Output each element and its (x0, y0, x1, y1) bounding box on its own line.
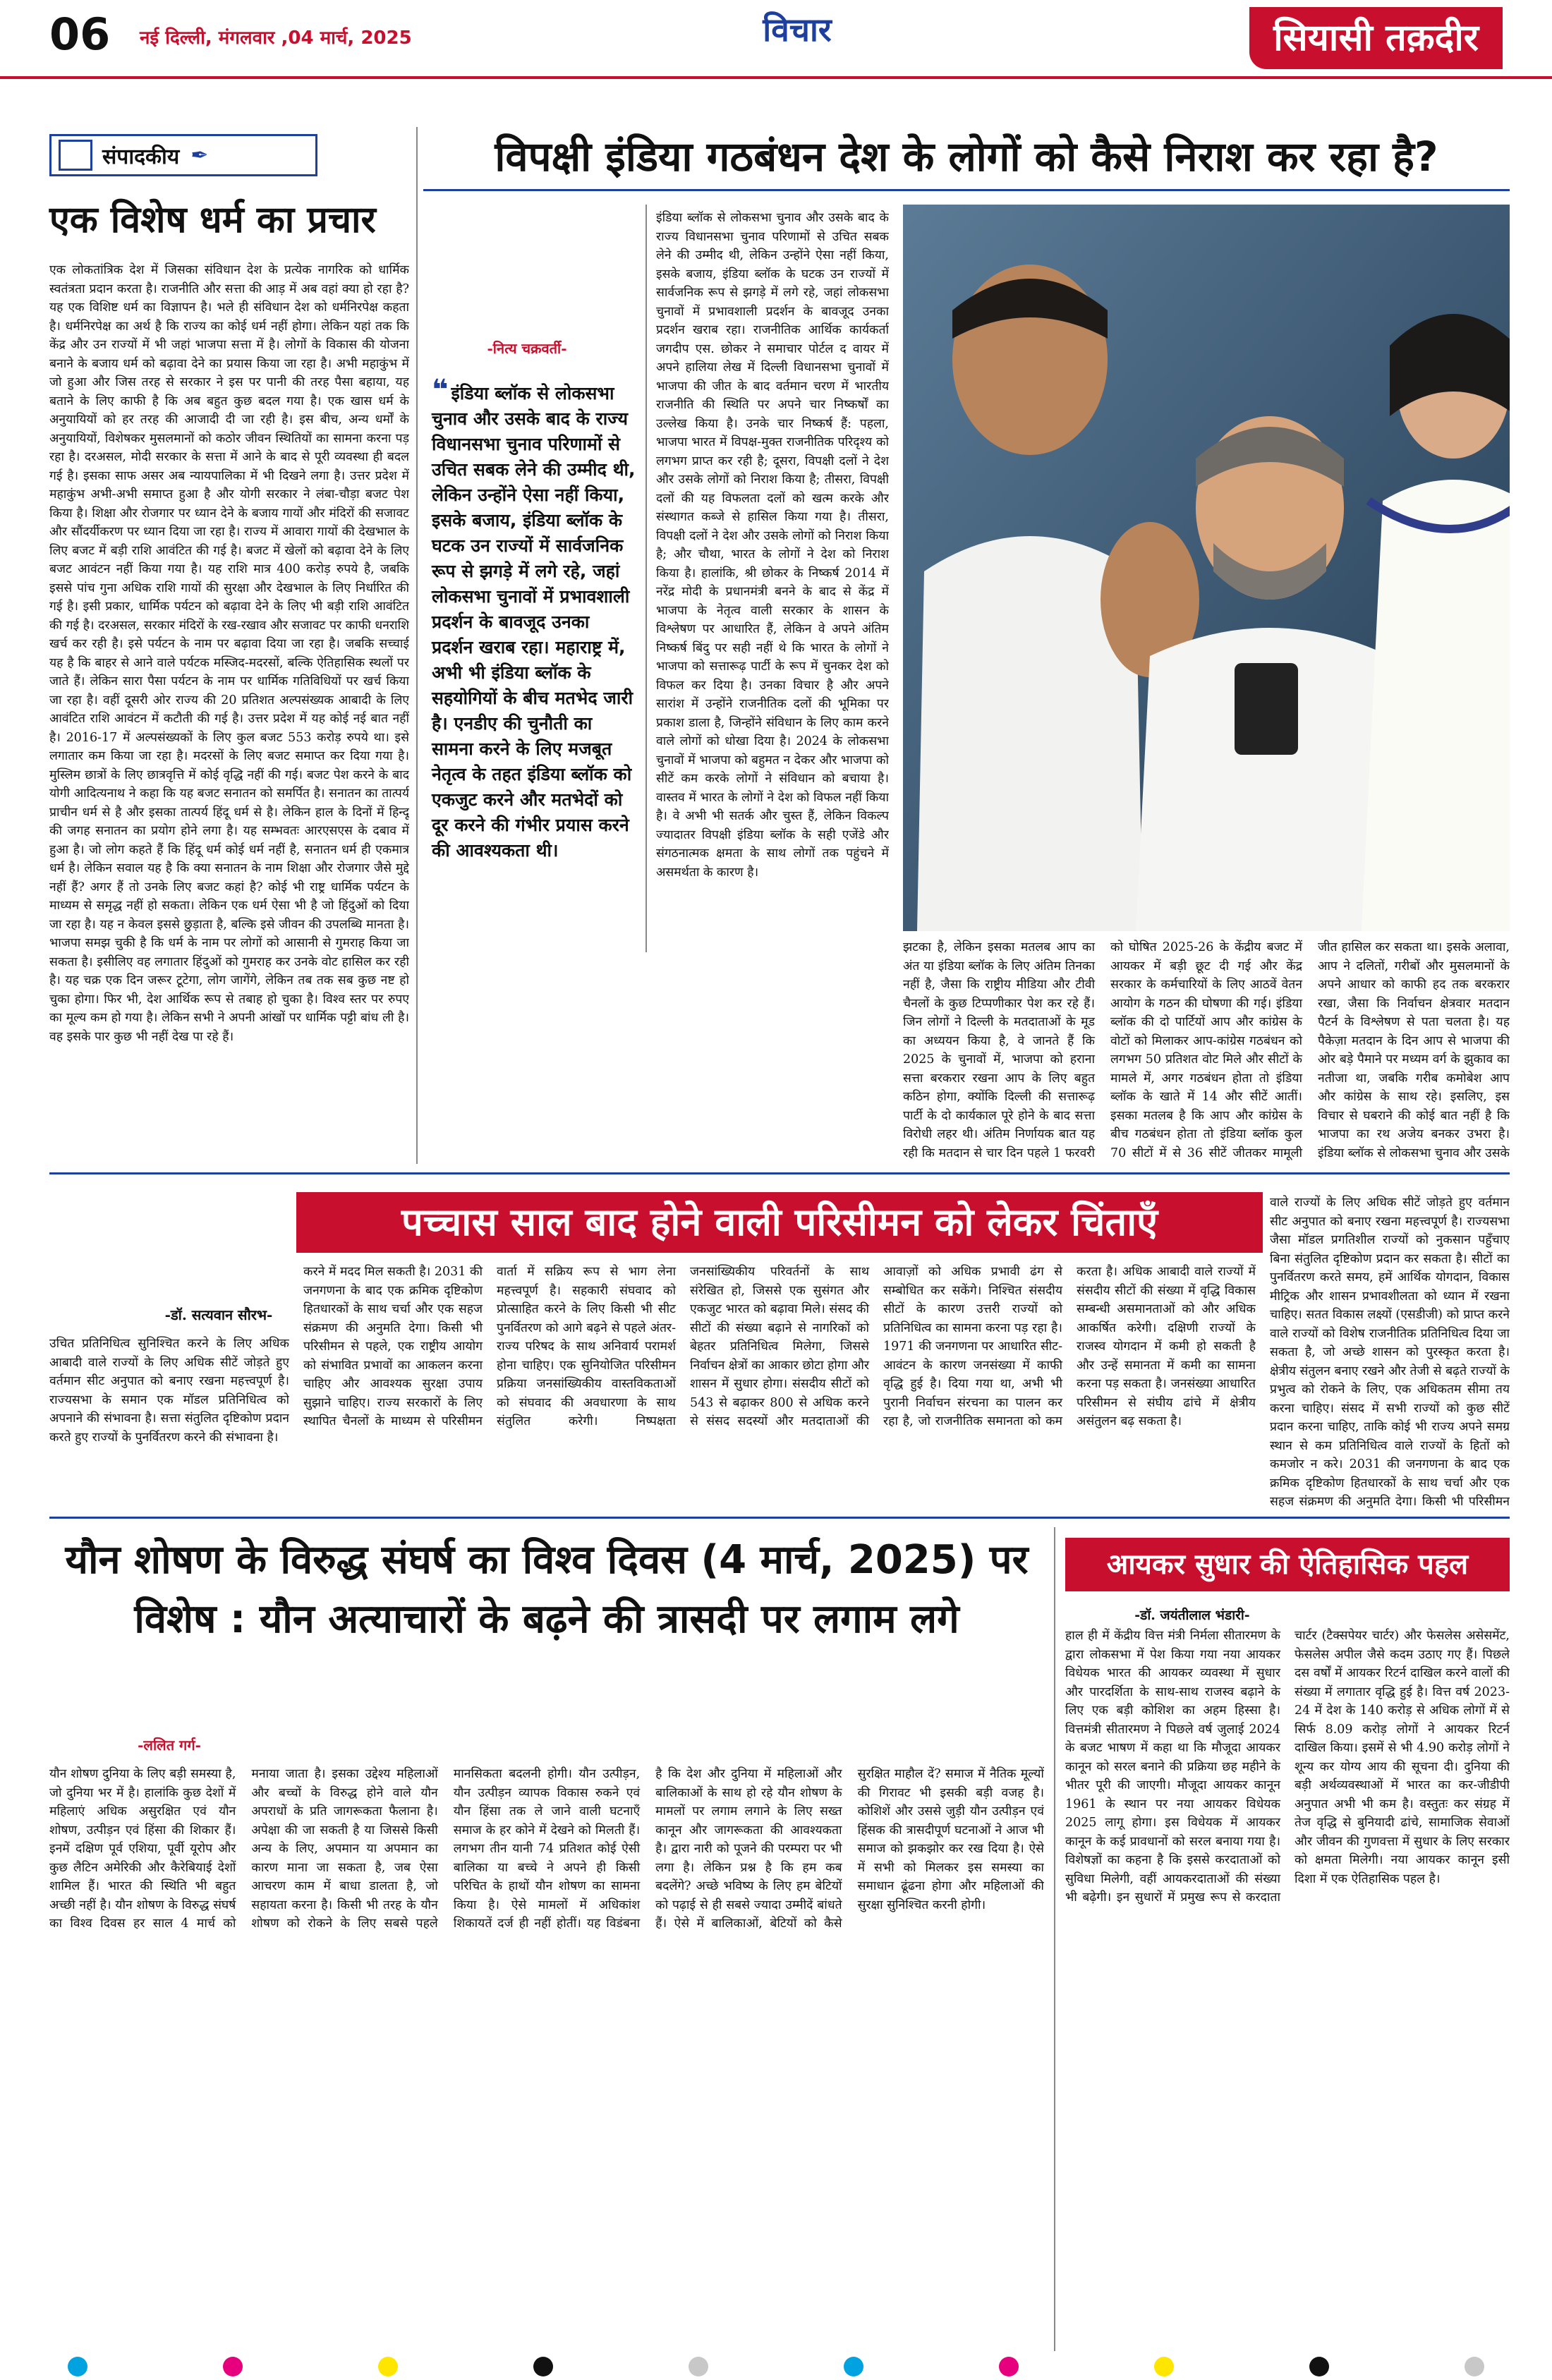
registration-dot (533, 2357, 553, 2376)
masthead-bar (0, 0, 1552, 79)
registration-dot (1309, 2357, 1329, 2376)
tag-box-icon (59, 140, 92, 171)
yaun-body: यौन शोषण दुनिया के लिए बड़ी समस्या है, जो दुनिया भर में है। हालांकि कुछ देशों में महिलाएं अधिक असुरक्षित एवं यौन शोषण, उत्पीड़न एवं हिंसा की शिकार हैं। इनमें दक्षिण पूर्व एशिया, पूर्वी यूरोप और कुछ लैटिन अमेरिकी और कैरेबियाई देशों शामिल हैं। भारत की स्थिति भी बहुत अच्छी नहीं है। यौन शोषण के विरुद्ध संघर्ष का विश्व दिवस हर साल 4 मार्च को मनाया जाता है। इसका उद्देश्य महिलाओं और बच्चों के विरुद्ध होने वाले यौन अपराधों के प्रति जागरूकता फैलाना है। अपेक्षा की जा सकती है या जिससे किसी अन्य के लिए, अपमान या अपमान का कारण माना जा सकता है, जब ऐसा आचरण काम में बाधा डालता है, जो सहायता करना है। किसी भी तरह के यौन शोषण को रोकने के लिए सबसे पहले मानसिकता बदलनी होगी। यौन उत्पीड़न, यौन उत्पीड़न व्यापक विकास रुकने एवं यौन हिंसा तक ले जाने वाली घटनाएँ समाज के हर कोने में देखने को मिलती हैं। लगभग तीन यानी 74 प्रतिशत कोई ऐसी बालिका या बच्चे ने अपने ही किसी परिचित के हाथों यौन शोषण का सामना किया है। ऐसे मामलों में अधिकांश शिकायतें दर्ज ही नहीं होतीं। यह विडंबना है कि देश और दुनिया में महिलाओं और बालिकाओं के साथ हो रहे यौन शोषण के मामलों पर लगाम लगाने के लिए सख्त कानून और जागरूकता की आवश्यकता है। द्वारा नारी को पूजने की परम्परा पर भी लगा है। लेकिन प्रश्न है कि हम कब बदलेंगे? अच्छे भविष्य के लिए हम बेटियों को पढ़ाई से ही सबसे ज्यादा उम्मीदें बांधते हैं। ऐसे में बालिकाओं, बेटियों को कैसे सुरक्षित माहौल दें? समाज में नैतिक मूल्यों की गिरावट भी इसकी बड़ी वजह है। कोशिशें और उससे जुड़ी यौन उत्पीड़न एवं हिंसक की त्रासदीपूर्ण घटनाओं ने आज भी समाज को झकझोर कर रख दिया है। ऐसे में सभी को मिलकर इस समस्या का समाधान ढूंढना होगा और महिलाओं की सुरक्षा सुनिश्चित करनी होगी। (49, 1767, 1044, 1931)
column-divider (416, 127, 418, 1164)
delimitation-headline: पच्चास साल बाद होने वाली परिसीमन को लेकर चिंताएँ (296, 1192, 1263, 1253)
yaun-headline: यौन शोषण के विरुद्ध संघर्ष का विश्व दिवस (4 मार्च, 2025) पर विशेष : यौन अत्याचारों के बढ़ने की त्रासदी पर लगाम लगे (65, 1537, 1029, 1642)
delimitation-body-main: करने में मदद मिल सकती है। 2031 की जनगणना के बाद एक क्रमिक दृष्टिकोण हितधारकों के साथ चर्चा और एक सहज संक्रमण की अनुमति देगा। किसी भी परिसीमन से पहले, एक राष्ट्रीय आयोग को संभावित प्रभावों का आकलन करना चाहिए और आवश्यक सुरक्षा उपाय सुझाने चाहिए। राज्य सरकारों के लिए स्थापित चैनलों के माध्यम से परिसीमन वार्ता में सक्रिय रूप से भाग लेना महत्त्वपूर्ण है। सहकारी संघवाद को प्रोत्साहित करने के लिए किसी भी सीट पुनर्वितरण को आगे बढ़ने से पहले अंतर-राज्य परिषद के साथ अनिवार्य परामर्श होना चाहिए। एक सुनियोजित परिसीमन प्रक्रिया जनसांख्यिकीय वास्तविकताओं को संघवाद की अवधारणा के साथ संतुलित करेगी। निष्पक्षता जनसांख्यिकीय परिवर्तनों के साथ संरेखित हो, जिससे एक सुसंगत और एकजुट भारत को बढ़ावा मिले। संसद की सीटों की संख्या बढ़ाने से नागरिकों को बेहतर प्रतिनिधित्व मिलेगा, जिससे निर्वाचन क्षेत्रों का आकार छोटा होगा और शासन में सुधार होगा। संसदीय सीटों को 543 से बढ़ाकर 800 से अधिक करने से संसद सदस्यों और मतदाताओं की आवाज़ों को अधिक प्रभावी ढंग से सम्बोधित कर सकेंगे। निश्चित संसदीय सीटों के कारण उत्तरी राज्यों को प्रतिनिधित्व का सामना करना पड़ रहा है। 1971 की जनगणना पर आधारित सीट-आवंटन के कारण जनसंख्या में काफी वृद्धि हुई है। दिया गया था, अभी भी पुरानी निर्वाचन संरचना का पालन कर रहा है, जो राजनीतिक समानता को कम करता है। अधिक आबादी वाले राज्यों में संसदीय सीटों की संख्या में वृद्धि विकास सम्बन्धी असमानताओं को और अधिक आकर्षित करेगी। दक्षिणी राज्यों के राजस्व योगदान में कमी हो सकती है और उन्हें समानता में कमी का सामना करना पड़ सकता है। जनसंख्या आधारित परिसीमन से संघीय ढांचे में क्षेत्रीय असंतुलन बढ़ सकता है। (303, 1265, 1256, 1428)
pullquote-text: इंडिया ब्लॉक से लोकसभा चुनाव और उसके बाद के राज्य विधानसभा चुनाव परिणामों से उचित सबक लेने की उम्मीद थी, लेकिन उन्होंने ऐसा नहीं किया, इसके बजाय, इंडिया ब्लॉक के घटक उन राज्यों में सार्वजनिक रूप से झगड़े में लगे रहे, जहां लोकसभा चुनावों में प्रभावशाली प्रदर्शन के बावजूद उनका प्रदर्शन खराब रहा। महाराष्ट्र में, अभी भी इंडिया ब्लॉक के सहयोगियों के बीच मतभेद जारी है। एनडीए की चुनौती का सामना करने के लिए मजबूत नेतृत्व के तहत इंडिया ब्लॉक को एकजुट करने और मतभेदों को दूर करने की गंभीर प्रयास करने की आवश्यकता थी। (432, 383, 636, 861)
section-divider (49, 1517, 1510, 1519)
registration-dot (378, 2357, 398, 2376)
article-body-lower: झटका है, लेकिन इसका मतलब आप का अंत या इंडिया ब्लॉक के लिए अंतिम तिनका नहीं है, जैसा कि राष्ट्रीय मीडिया और टीवी चैनलों के कुछ टिप्पणीकार पेश कर रहे हैं। जिन लोगों ने दिल्ली के मतदाताओं के मूड का अध्ययन किया है, वे जानते हैं कि 2025 के चुनावों में, भाजपा को हराना सत्ता बरकरार रखना आप के लिए बहुत कठिन होगा, क्योंकि दिल्ली की सत्तारूढ़ पार्टी के दो कार्यकाल पूरे होने के बाद सत्ता विरोधी लहर थी। अंतिम निर्णायक बात यह रही कि मतदान से चार दिन पहले 1 फरवरी को घोषित 2025-26 के केंद्रीय बजट में आयकर में बड़ी छूट दी गई और केंद्र सरकार के कर्मचारियों के लिए आठवें वेतन आयोग के गठन की घोषणा की गई। इंडिया ब्लॉक की दो पार्टियों आप और कांग्रेस के वोटों को मिलाकर आप-कांग्रेस गठबंधन को लगभग 50 प्रतिशत वोट मिले और सीटों के मामले में, अगर गठबंधन होता तो इंडिया ब्लॉक के खाते में 14 और सीटें आतीं। इसका मतलब है कि आप और कांग्रेस के बीच गठबंधन होता तो इंडिया ब्लॉक कुल 70 सीटों में से 36 सीटें जीतकर मामूली जीत हासिल कर सकता था। इसके अलावा, आप ने दलितों, गरीबों और मुसलमानों के अपने आधार को काफी हद तक बरकरार रखा, जैसा कि निर्वाचन क्षेत्रवार मतदान पैटर्न के विश्लेषण से पता चलता है। यह पैकेज़ा मतदान के दिन आप से भाजपा की ओर बड़े पैमाने पर मध्यम वर्ग के झुकाव का नतीजा था, जबकि गरीब कमोबेश आप और कांग्रेस के साथ रहे। इसलिए, इस विचार से घबराने की कोई बात नहीं है कि भाजपा का रथ अजेय बनकर उभरा है। इंडिया ब्लॉक से लोकसभा चुनाव और उसके (903, 940, 1510, 1160)
page-number: 06 (49, 8, 111, 60)
registration-dot (1154, 2357, 1174, 2376)
print-registration-bar (0, 2353, 1552, 2380)
editorial-body: एक लोकतांत्रिक देश में जिसका संविधान देश के प्रत्येक नागरिक को धार्मिक स्वतंत्रता प्रदान करता है। राजनीति और सत्ता की आड़ में अब वहां क्या हो रहा है? यह एक विशिष्ट धर्म का विज्ञापन है। भले ही संविधान देश को धर्मनिरपेक्ष कहता है। धर्मनिरपेक्ष का अर्थ है कि राज्य का कोई धर्म नहीं होगा। लेकिन यहां तक कि केंद्र और उन राज्यों में भी जहां भाजपा सत्ता में है। लोगों के विकास की योजना बनाने के बजाय धर्म को बढ़ावा देने का प्रयास किया जा रहा है। अभी महाकुंभ में जो हुआ और जिस तरह से सरकार ने इस पर पानी की तरह पैसा बहाया, यह बताने के लिए काफी है कि अब बहुत कुछ बदल गया है। एक खास धर्म के अनुयायियों को हर तरह की आजादी दी जा रही है। इस बीच, अन्य धर्मों के अनुयायियों, विशेषकर मुसलमानों को कठोर जीवन स्थितियों का सामना करना पड़ रहा है। दरअसल, मोदी सरकार के सत्ता में आने के बाद से पूरी व्यवस्था ही बदल गई है। इसका साफ असर अब न्यायपालिका में भी दिखने लगा है। उत्तर प्रदेश में महाकुंभ अभी-अभी समाप्त हुआ है और योगी सरकार ने लंबा-चौड़ा बजट पेश किया है। शिक्षा और रोजगार पर ध्यान देने के बजाय गायों और मंदिरों की सजावट और सौंदर्यीकरण पर ध्यान दिया जा रहा है। राज्य में आवारा गायों की देखभाल के लिए बजट में बड़ी राशि आवंटित की गई है। बजट में खेलों को बढ़ावा देने के लिए बजट आवंटन नहीं किया गया है। यह राशि मात्र 400 करोड़ रुपये है, जबकि इससे पांच गुना अधिक राशि गायों की सुरक्षा और देखभाल के लिए निर्धारित की गई है। इसी प्रकार, धार्मिक पर्यटन को बढ़ावा देने के लिए भी बड़ी राशि आवंटित की गई है। दरअसल, सरकार मंदिरों के रख-रखाव और सजावट पर काफी धनराशि खर्च कर रही है। इसे पर्यटन के नाम पर बढ़ावा दिया जा रहा है। जबकि सच्चाई यह है कि बाहर से आने वाले पर्यटक मस्जिद-मदरसों, बल्कि ऐतिहासिक स्थलों पर जाते हैं। लेकिन सारा पैसा पर्यटन के नाम पर धार्मिक गतिविधियों पर खर्च किया जा रहा है। वहीं दूसरी ओर राज्य की 20 प्रतिशत अल्पसंख्यक आबादी के लिए आवंटित राशि आवंटन में कटौती की गई है। उत्तर प्रदेश में यह कोई नई बात नहीं है। 2016-17 में अल्पसंख्यकों के लिए कुल बजट 553 करोड़ रुपये था। इसे लगातार कम किया जा रहा है। मदरसों के लिए बजट समाप्त कर दिया गया है। मुस्लिम छात्रों के लिए छात्रवृत्ति में कोई वृद्धि नहीं की गई। बजट पेश करने के बाद योगी आदित्यनाथ ने कहा कि यह बजट सनातन को समर्पित है। सनातन का तात्पर्य प्राचीन धर्म से है और इसका तात्पर्य हिंदू धर्म से है। लेकिन हाल के दिनों में हिन्दू की जगह सनातन का प्रयोग होने लगा है। यह सम्भवतः आरएसएस के दबाव में हुआ है। जो लोग कहते हैं कि हिंदू धर्म कोई धर्म नहीं है, सनातन धर्म ही एकमात्र धर्म है। लेकिन सवाल यह है कि क्या सनातन के नाम शिक्षा और रोजगार जैसे मुद्दे नहीं हैं? अगर हैं तो उनके लिए बजट कहां है? कोई भी राष्ट्र धार्मिक पर्यटन के माध्यम से समृद्ध नहीं हो सकता। लेकिन एक धर्म ऐसा भी है जो हिंदुओं को दिया जा रहा है। यह न केवल इससे छुड़ाता है, बल्कि इसे जीवन की उपलब्धि मानता है। भाजपा समझ चुकी है कि धर्म के नाम पर लोगों को आसानी से गुमराह किया जा सकता है। इसीलिए वह लगातार हिंदुओं को गुमराह कर उनके वोट हासिल कर रही है। यह चक्र एक दिन जरूर टूटेगा, लोग जागेंगे, लेकिन तब तक सब कुछ नष्ट हो चुका होगा। फिर भी, देश आर्थिक रूप से तबाह हो चुका है। विश्व स्तर पर रुपए का मूल्य कम हो गया है। लेकिन सभी ने अपनी आंखों पर धार्मिक पट्टी बांध ली है। वह इसके पार कुछ भी नहीं देख पा रहे हैं। (49, 263, 409, 1044)
article-body-upper: इंडिया ब्लॉक से लोकसभा चुनाव और उसके बाद के राज्य विधानसभा चुनाव परिणामों से उचित सबक लेने की उम्मीद थी, लेकिन उन्होंने ऐसा नहीं किया, इसके बजाय, इंडिया ब्लॉक के घटक उन राज्यों में सार्वजनिक रूप से झगड़े में लगे रहे, जहां लोकसभा चुनावों में प्रभावशाली प्रदर्शन के बावजूद उनका प्रदर्शन खराब रहा। राजनीतिक आर्थिक कार्यकर्ता जगदीप एस. छोकर ने समाचार पोर्टल द वायर में अपने हालिया लेख में दिल्ली विधानसभा चुनावों में भाजपा की जीत के बाद वर्तमान चरण में भारतीय राजनीति की स्थिति पर अपने चार निष्कर्षों का उल्लेख किया है। उनके चार निष्कर्ष हैं: पहला, भाजपा भारत में विपक्ष-मुक्त राजनीतिक परिदृश्य को लगभग प्राप्त कर रही है; दूसरा, विपक्षी दलों ने देश और उसके लोगों को निराश किया है; तीसरा, विपक्षी दलों की यह विफलता दलों को खत्म करके और संस्थागत कब्जे से हासिल किया गया है। तीसरा, विपक्षी दलों ने देश और उसके लोगों को निराश किया है; और चौथा, भारत के लोगों ने देश को निराश किया है। हालांकि, श्री छोकर के निष्कर्ष 2014 में नरेंद्र मोदी के प्रधानमंत्री बनने के बाद से केंद्र में भाजपा के नेतृत्व वाली सरकार के शासन के विश्लेषण पर आधारित हैं, लेकिन वे अपने अंतिम निष्कर्ष बिंदु पर सही नहीं थे कि भारत के लोगों ने भाजपा को सत्तारूढ़ पार्टी के रूप में चुनकर देश को विफल कर दिया है। उनका विचार है और अपने सारांश में उन्होंने राजनीतिक दलों की भूमिका पर प्रकाश डाला है, जिन्होंने संविधान के लिए काम करने वाले लोगों को धोखा दिया है। 2024 के लोकसभा चुनावों में भाजपा को बहुमत न देकर और भाजपा को सीटें कम करके लोगों ने संविधान को बचाया है। वास्तव में भारत के लोगों ने देश को विफल नहीं किया है। वे अभी भी सतर्क और चुस्त हैं, लेकिन विकल्प ज्यादातर विपक्षी इंडिया ब्लॉक के सही एजेंडे और संगठनात्मक क्षमता के साथ लोगों तक पहुंचने में असमर्थता के कारण है। (656, 211, 889, 880)
registration-dot (1465, 2357, 1484, 2376)
registration-dot (689, 2357, 708, 2376)
quote-icon: ❝ (432, 374, 449, 406)
editorial-tag-label: संपादकीय (102, 144, 180, 169)
section-divider (49, 1172, 1510, 1174)
editorial-tag (49, 134, 317, 176)
article-pullquote (432, 374, 636, 863)
registration-dot (844, 2357, 863, 2376)
article-byline: -नित्य चक्रवर्ती- (487, 340, 567, 357)
delimitation-body-left: उचित प्रतिनिधित्व सुनिश्चित करने के लिए अधिक आबादी वाले राज्यों के लिए अधिक सीटें जोड़ते हुए वर्तमान सीट अनुपात को बनाए रखना महत्त्वपूर्ण है। राज्यसभा के समान एक मॉडल प्रतिनिधित्व को अपनाने की संभावना है। सत्ता संतुलित दृष्टिकोण प्रदान करते हुए राज्यों के पुनर्वितरण करने की संभावना है। (49, 1337, 289, 1445)
article-headline: विपक्षी इंडिया गठबंधन देश के लोगों को कैसे निराश कर रहा है? (423, 128, 1510, 191)
leaders-photo-illustration (903, 205, 1510, 931)
delimitation-body-right: वाले राज्यों के लिए अधिक सीटें जोड़ते हुए वर्तमान सीट अनुपात को बनाए रखना महत्त्वपूर्ण है। राज्यसभा जैसा मॉडल प्रगतिशील राज्यों को नुकसान पहुँचाए बिना संतुलित दृष्टिकोण प्रदान कर सकता है। सीटों का पुनर्वितरण करते समय, हमें आर्थिक योगदान, विकास मीट्रिक और शासन प्रभावशीलता को ध्यान में रखना चाहिए। सतत विकास लक्ष्यों (एसडीजी) को प्राप्त करने वाले राज्यों को विशेष राजनीतिक प्रतिनिधित्व दिया जा सकता है, जो अच्छे शासन को पुरस्कृत करता है। क्षेत्रीय संतुलन बनाए रखने और तेजी से बढ़ते राज्यों के प्रभुत्व को रोकने के लिए, एक अधिकतम सीमा तय करना चाहिए। संसद में सभी राज्यों को कुछ सीटें प्रदान करना चाहिए, ताकि कोई भी राज्य अपने समग्र स्थान से कम प्रतिनिधित्व वाले राज्यों के हितों को कमजोर न करे। 2031 की जनगणना के बाद एक क्रमिक दृष्टिकोण हितधारकों के साथ चर्चा और एक सहज संक्रमण की अनुमति देगा। किसी भी परिसीमन (1270, 1196, 1510, 1508)
registration-dot (223, 2357, 243, 2376)
issue-date: नई दिल्ली, मंगलवार ,04 मार्च, 2025 (140, 28, 412, 49)
section-title: विचार (763, 11, 832, 49)
column-divider (1054, 1527, 1055, 2351)
delimitation-byline: -डॉ. सत्यवान सौरभ- (164, 1306, 273, 1323)
column-divider (645, 205, 647, 952)
tax-body: हाल ही में केंद्रीय वित्त मंत्री निर्मला सीतारमण के द्वारा लोकसभा में पेश किया गया नया आयकर विधेयक भारत की आयकर व्यवस्था में सुधार और पारदर्शिता के साथ-साथ राजस्व बढ़ाने के लिए एक बड़ी कोशिश का अहम हिस्सा है। वित्तमंत्री सीतारमण ने पिछले वर्ष जुलाई 2024 के बजट भाषण में कहा था कि मौजूदा आयकर कानून को सरल बनाने की प्रक्रिया छह महीने के भीतर पूरी की जाएगी। मौजूदा आयकर कानून 1961 के स्थान पर नया आयकर विधेयक 2025 लागू होगा। इस विधेयक में आयकर कानून के कई प्रावधानों को सरल बनाया गया है। विशेषज्ञों का कहना है कि इससे करदाताओं को सुविधा मिलेगी, वहीं आयकरदाताओं की संख्या भी बढ़ेगी। इन सुधारों में प्रमुख रूप से करदाता चार्टर (टैक्सपेयर चार्टर) और फेसलेस असेसमेंट, फेसलेस अपील जैसे कदम उठाए गए हैं। पिछले दस वर्षों में आयकर रिटर्न दाखिल करने वालों की संख्या में लगातार वृद्धि हुई है। वित्त वर्ष 2023-24 में देश के 140 करोड़ से अधिक लोगों में से सिर्फ 8.09 करोड़ लोगों ने आयकर रिटर्न दाखिल किया। इसमें से भी 4.90 करोड़ लोगों ने शून्य कर योग्य आय की सूचना दी। दुनिया की बड़ी अर्थव्यवस्थाओं में भारत का कर-जीडीपी अनुपात अभी भी कम है। वस्तुतः कर संग्रह में तेज वृद्धि से बुनियादी ढांचे, सामाजिक सेवाओं और जीवन की गुणवत्ता में सुधार के लिए सरकार को क्षमता मिलेगी। नया आयकर कानून इसी दिशा में एक ऐतिहासिक पहल है। (1065, 1629, 1510, 1905)
registration-dot (68, 2357, 87, 2376)
tax-headline: आयकर सुधार की ऐतिहासिक पहल (1065, 1538, 1510, 1591)
section-banner: सियासी तक़दीर (1249, 7, 1503, 69)
registration-dot (999, 2357, 1019, 2376)
leaders-photo (903, 205, 1510, 931)
tax-byline: -डॉ. जयंतीलाल भंडारी- (1134, 1608, 1250, 1623)
pen-icon: ✒ (190, 142, 209, 168)
editorial-headline: एक विशेष धर्म का प्रचार (49, 199, 376, 241)
yaun-byline: -ललित गर्ग- (138, 1737, 201, 1754)
